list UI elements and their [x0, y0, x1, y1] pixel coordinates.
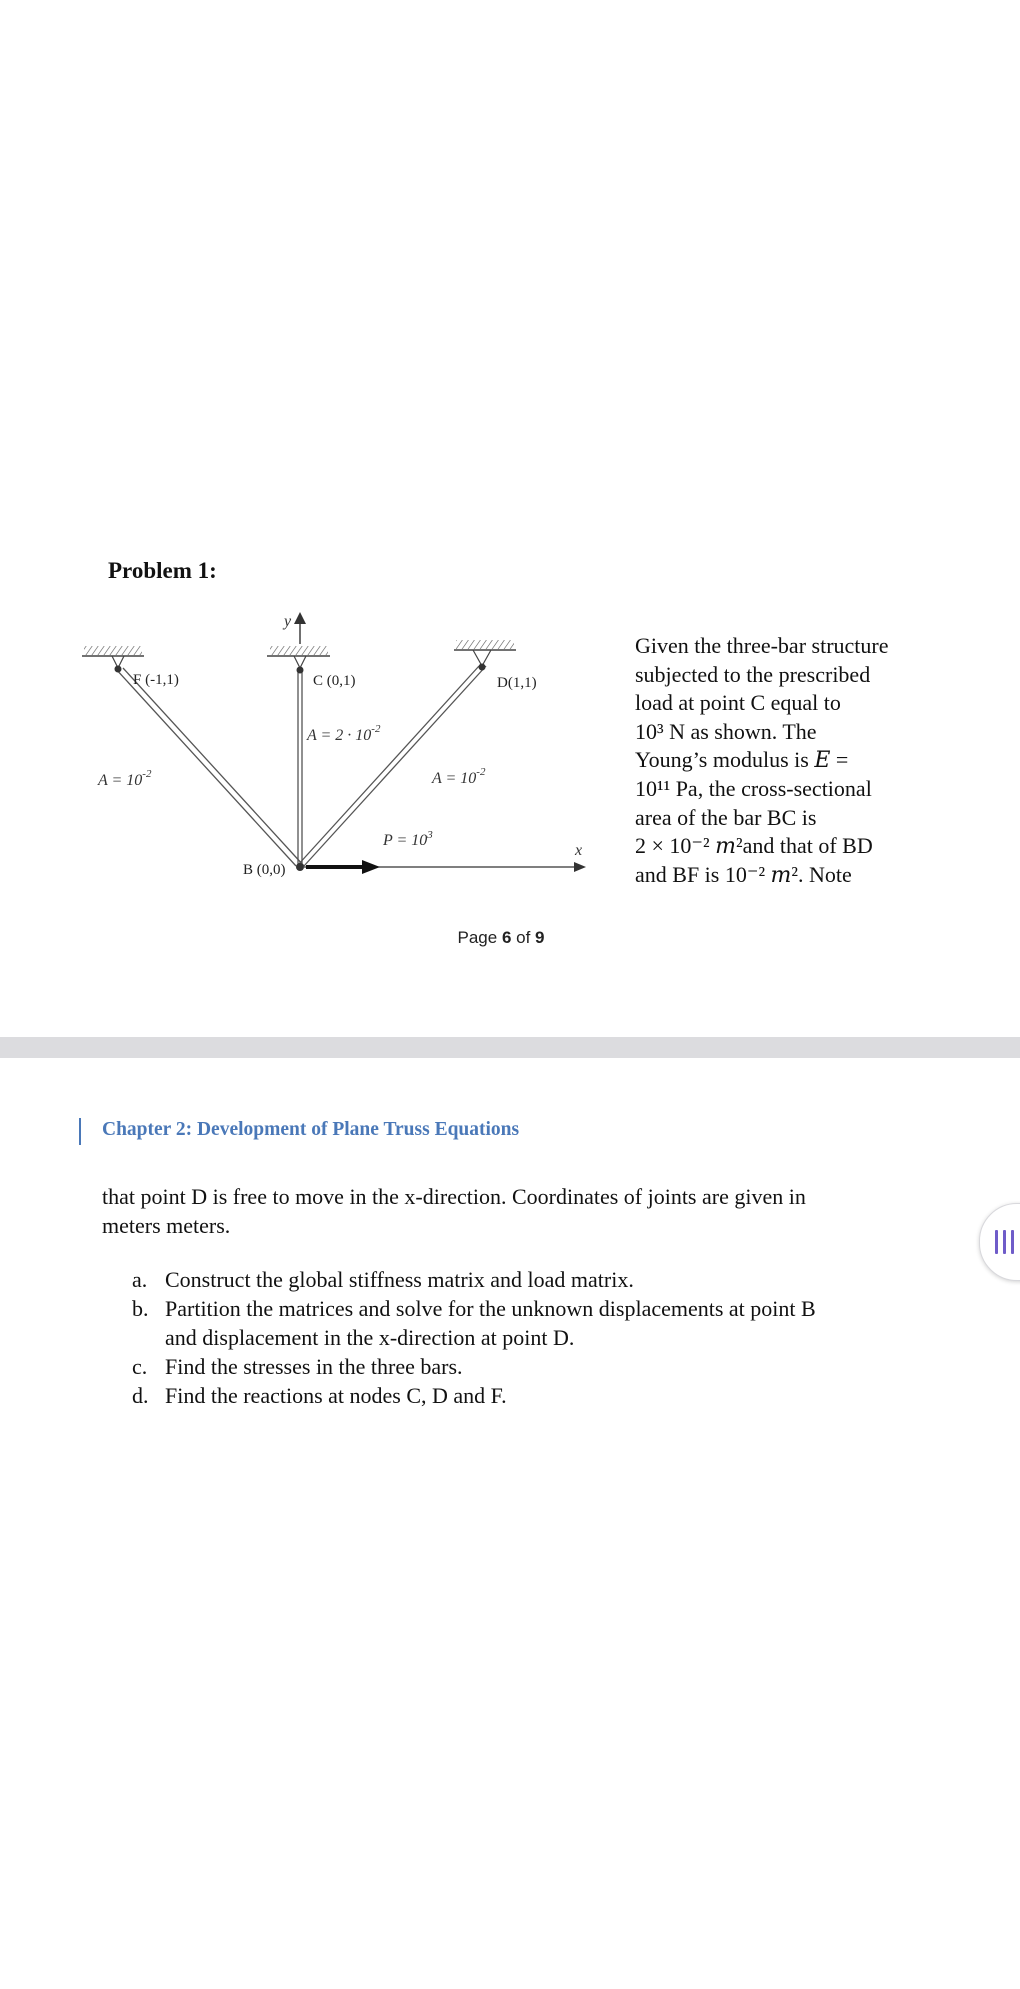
- paragraph-line: meters meters.: [102, 1213, 231, 1238]
- load-arrow: [306, 860, 380, 874]
- description-line: 2 × 10⁻² 𝑚²and that of BD: [635, 833, 873, 859]
- page-total: 9: [535, 928, 545, 947]
- task-item-c: [130, 1352, 930, 1381]
- truss-diagram: [70, 600, 610, 900]
- task-marker: c.: [132, 1354, 148, 1379]
- description-line: 10¹¹ Pa, the cross-sectional: [635, 775, 872, 801]
- truss-figure: [70, 600, 610, 900]
- node-f-dot: [115, 666, 122, 673]
- load-label: [382, 829, 433, 849]
- node-d-dot: [479, 664, 486, 671]
- description-line: load at point C equal to: [635, 690, 841, 716]
- node-c-dot: [297, 667, 304, 674]
- node-d-label: D(1,1): [497, 675, 537, 691]
- area-bd-label: [431, 766, 486, 787]
- problem-title: Problem 1:: [108, 558, 217, 583]
- area-bd-exponent: -2: [476, 766, 486, 778]
- menu-button[interactable]: [979, 1203, 1020, 1281]
- page-prefix: Page: [457, 928, 502, 947]
- area-bc-text: A = 2 · 10: [307, 727, 372, 744]
- support-d: [454, 640, 516, 666]
- description-line: Young’s modulus is 𝐸 =: [635, 747, 849, 773]
- menu-icon: [995, 1230, 1015, 1254]
- bar-bf: [115, 668, 304, 866]
- chapter-header: Chapter 2: Development of Plane Truss Equations: [102, 1119, 520, 1140]
- task-text: Partition the matrices and solve for the unknown displacements at point B: [165, 1296, 816, 1321]
- task-marker: a.: [132, 1267, 148, 1292]
- load-exponent: 3: [427, 829, 433, 841]
- area-bc-label: [306, 723, 381, 744]
- node-b-label: B (0,0): [243, 862, 286, 878]
- page-indicator: [0, 928, 1020, 948]
- node-f-label: F (-1,1): [133, 672, 179, 688]
- problem-description: [635, 632, 935, 889]
- support-c: [267, 646, 330, 668]
- task-item-a: [130, 1265, 930, 1294]
- area-bf-label: [97, 768, 152, 789]
- continuation-paragraph: [102, 1182, 922, 1240]
- page-current: 6: [501, 928, 512, 947]
- y-axis-arrow: [294, 612, 306, 644]
- description-line: Given the three-bar structure: [635, 633, 889, 658]
- load-text: P = 10: [383, 832, 428, 849]
- task-text: and displacement in the x-direction at point D.: [165, 1325, 575, 1350]
- task-text: Construct the global stiffness matrix and load matrix.: [165, 1267, 634, 1292]
- description-line: subjected to the prescribed: [635, 661, 871, 687]
- description-line: and BF is 10⁻² 𝑚². Note: [635, 861, 852, 887]
- node-b-dot: [296, 863, 304, 871]
- page-middle: of: [511, 928, 536, 947]
- description-line: 10³ N as shown. The: [635, 718, 817, 744]
- support-f: [82, 646, 144, 668]
- task-marker: d.: [132, 1383, 149, 1408]
- task-list: [130, 1265, 930, 1410]
- description-line: area of the bar BC is: [635, 804, 817, 830]
- area-bf-exponent: -2: [142, 768, 152, 780]
- area-bd-text: A = 10: [432, 770, 477, 787]
- task-item-d: [130, 1381, 930, 1410]
- node-c-label: C (0,1): [313, 673, 356, 689]
- task-text: Find the stresses in the three bars.: [165, 1354, 463, 1379]
- chapter-header-bar: [79, 1118, 81, 1145]
- task-text: Find the reactions at nodes C, D and F.: [165, 1383, 507, 1408]
- area-bc-exponent: -2: [371, 723, 381, 735]
- area-bf-text: A = 10: [98, 772, 143, 789]
- bar-bc: [298, 668, 302, 866]
- x-axis-label: x: [575, 842, 583, 859]
- paragraph-line: that point D is free to move in the x-direction. Coordinates of joints are given in: [102, 1184, 806, 1209]
- task-item-b: [130, 1294, 930, 1352]
- y-axis-label: y: [284, 613, 292, 630]
- task-marker: b.: [132, 1296, 149, 1321]
- page-separator: [0, 1037, 1020, 1058]
